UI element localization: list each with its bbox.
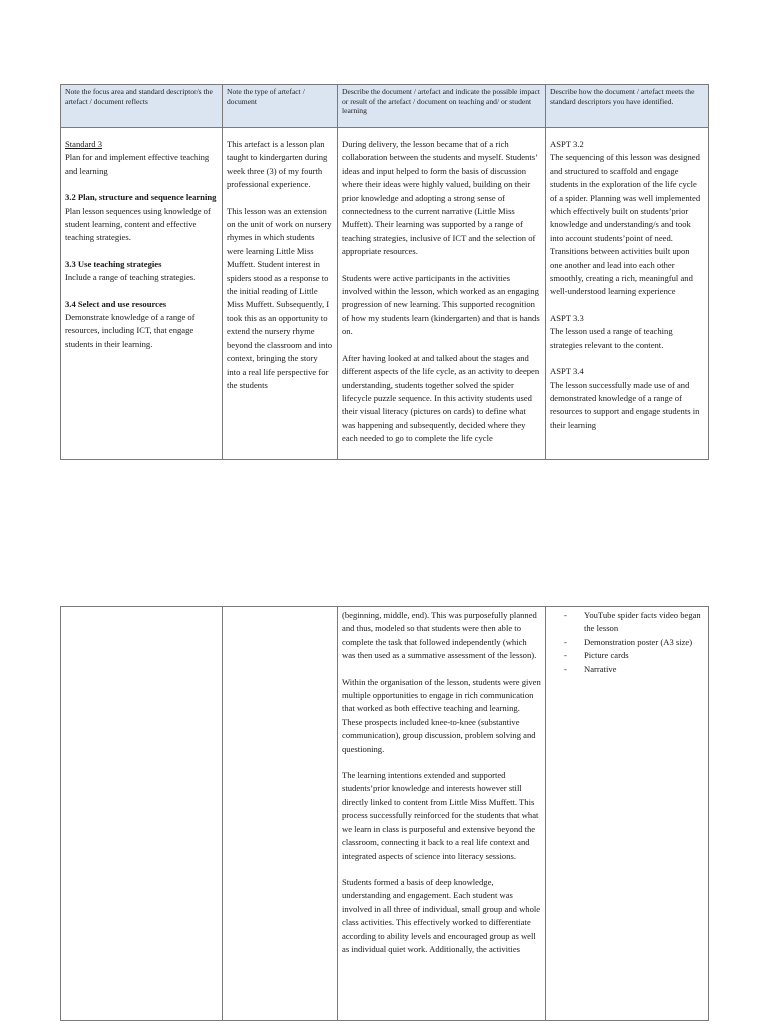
impact-para-7: Students formed a basis of deep knowledge, understanding and engagement. Each student was involved in all three of individual, small group and whole class activities. This effectively worked to differentiate according to ability levels and encouraged group as well as individual quiet work. Additionally, the activities (342, 876, 541, 954)
standards-cell (546, 128, 709, 460)
table-row (61, 607, 709, 1021)
impact-para-5: Within the organisation of the lesson, students were given multiple opportunities to engage in rich communication that worked as both effective teaching and learning. These prospects included knee-to-knee (substantive communication), group discussion, problem solving and questioning. (342, 676, 541, 754)
list-item: - Narrative (550, 663, 704, 676)
standard-desc: Plan for and implement effective teaching and learning (65, 152, 210, 176)
focus-area-cell-continued (61, 607, 223, 1021)
aspt-3-4-title: ASPT 3.4 (550, 366, 584, 377)
table-row (61, 128, 709, 460)
focus-area-cell (61, 128, 223, 460)
resources-cell (546, 607, 709, 1021)
standard-3-2-desc: Plan lesson sequences using knowledge of student learning, content and effective teaching strategies. (65, 205, 211, 243)
artefact-type-cell-continued (223, 607, 338, 1021)
header-describe-standards: Describe how the document / artefact meets the standard descriptors you have identified. (546, 85, 709, 128)
aspt-3-3-text: The lesson used a range of teaching strategies relevant to the content. (550, 326, 673, 350)
impact-para-6: The learning intentions extended and supported students’prior knowledge and interests however still directly linked to content from Little Miss Muffett. This process successfully reinforced for the students that what we learn in class is purposeful and extensive beyond the classroom, connecting it back to a real life context and integrated aspects of science into literacy sessions. (342, 770, 539, 861)
standard-3-4-desc: Demonstrate knowledge of a range of resources, including ICT, that engage students in their learning. (65, 312, 195, 349)
list-item: - Demonstration poster (A3 size) (550, 636, 704, 649)
list-item: - Picture cards (550, 649, 704, 662)
standard-3-4-title: 3.4 Select and use resources (65, 298, 167, 309)
evidence-table-page1 (60, 84, 709, 460)
header-artefact-type: Note the type of artefact / document (223, 85, 338, 128)
header-focus-area: Note the focus area and standard descriptor/s the artefact / document reflects (61, 85, 223, 128)
standard-3-3-desc: Include a range of teaching strategies. (65, 272, 196, 283)
standard-3-2-title: 3.2 Plan, structure and sequence learning (65, 192, 217, 203)
list-item: - YouTube spider facts video began the lesson (550, 609, 704, 636)
header-describe-impact: Describe the document / artefact and indicate the possible impact or result of the artefact / document on teaching and/ or student learning (338, 85, 546, 128)
standard-3-3-title: 3.3 Use teaching strategies (65, 258, 162, 269)
impact-para-2: Students were active participants in the activities involved within the lesson, which worked as an engaging progression of new learning. This supported recognition of how my students learn (kindergarten) and that is hands on. (342, 272, 540, 337)
evidence-table-page2 (60, 606, 709, 1021)
impact-para-4: (beginning, middle, end). This was purposefully planned and thus, modeled so that students were then able to complete the task that followed independently (which was then used as a summative assessment of the lesson). (342, 610, 537, 661)
artefact-para-2: This lesson was an extension on the unit of work on nursery rhymes in which students were learning Little Miss Muffett. Student interest in spiders stood as a response to the initial reading of Little Miss Muffett. Subsequently, I took this as an opportunity to extend the nursery rhyme beyond the classroom and into context, bringing the story into a real life perspective for the students (227, 205, 333, 390)
standard-title: Standard 3 (65, 139, 102, 149)
resources-list (550, 609, 704, 676)
impact-cell-continued (338, 607, 546, 1021)
artefact-type-cell (223, 128, 338, 460)
impact-cell (338, 128, 546, 460)
aspt-3-2-text: The sequencing of this lesson was designed and structured to scaffold and engage students in the exploration of the life cycle of a spider. Planning was well implemented which effectively built on students’prior knowledge and understanding/s and took into account students’point of need. Transitions between activities built upon one another and lead into each other smoothly, creating a rich, meaningful and well-understood learning experience (550, 152, 701, 297)
table-header-row (61, 85, 709, 128)
impact-para-1: During delivery, the lesson became that of a rich collaboration between the students and myself. Students’ ideas and input helped to form the basis of discussion where their ideas were highly valued, building on their prior knowledge and adopting a strong sense of connectedness to the current narrative (Little Miss Muffett). Their learning was supported by a range of teaching strategies, inclusive of ICT and the selection of appropriate resources. (342, 139, 538, 257)
aspt-3-2-title: ASPT 3.2 (550, 139, 584, 149)
impact-para-3: After having looked at and talked about the stages and different aspects of the life cycle, as an activity to deepen understanding, students together solved the spider lifecycle puzzle sequence. In this activity students used their visual literacy (pictures on cards) to define what was happening and subsequently, decided where they each needed to go to complete the life cycle (342, 352, 540, 444)
artefact-para-1: This artefact is a lesson plan taught to kindergarten during week three (3) of my fourth professional experience. (227, 139, 328, 190)
aspt-3-4-text: The lesson successfully made use of and demonstrated knowledge of a range of resources to support and engage students in their learning (550, 379, 700, 430)
aspt-3-3-title: ASPT 3.3 (550, 312, 584, 323)
